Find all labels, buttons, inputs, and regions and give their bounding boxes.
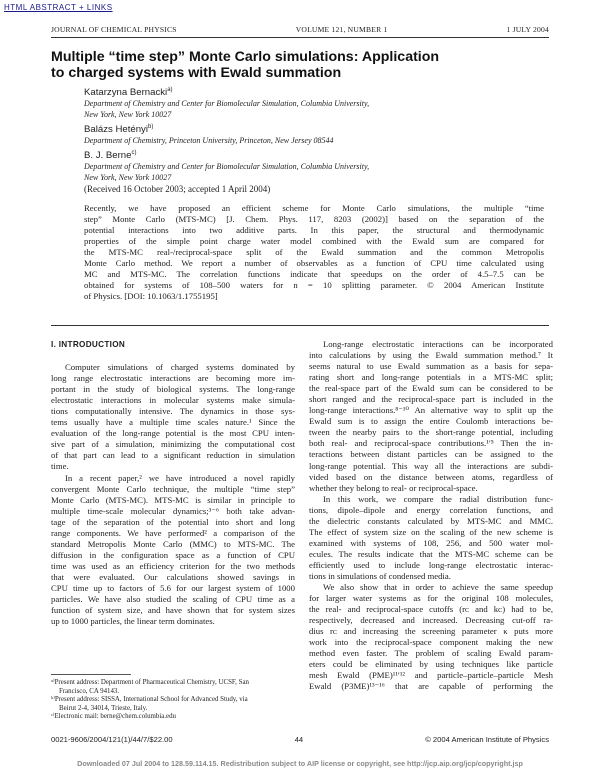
- body-line: tems usually have a multiple time scales nature.¹ Since the: [51, 417, 295, 428]
- body-line: tage of the separation of the potential into short and long: [51, 516, 295, 527]
- abstract-rule: [51, 325, 549, 326]
- author-name: B. J. Berne$^{c)}$: [84, 150, 137, 161]
- section-heading: I. INTRODUCTION: [51, 340, 126, 349]
- abstract-line: obtained for systems of 108–500 waters for n = 10 splitting parameter. © 2004 American Institute: [84, 280, 544, 290]
- author-affiliation: Department of Chemistry, Princeton University, Princeton, New Jersey 08544: [84, 136, 334, 145]
- author-name: Katarzyna Bernacki$^{a)}$: [84, 87, 173, 98]
- body-line: tions, dipole–dipole and energy correlation functions, and: [309, 504, 553, 515]
- page-number: 44: [294, 735, 304, 744]
- body-line: Long-range electrostatic interactions can be incorporated: [323, 339, 553, 349]
- body-line: for larger water systems as for the original 108 molecules,: [309, 593, 553, 604]
- author-affiliation: Department of Chemistry and Center for Biomolecular Simulation, Columbia University, New York, New York 10027: [84, 99, 370, 119]
- body-line: into calculations by using the Ewald summation method.⁷ It: [309, 350, 553, 361]
- body-line: the real- and reciprocal-space cutoffs (rᴄ and kᴄ) had to be,: [309, 604, 553, 615]
- body-line: short ranged and the reciprocal-space part is included in the: [309, 394, 553, 405]
- body-line: ecules. The results indicate that the MTS-MC scheme can be: [309, 548, 553, 559]
- body-line: We also show that in order to achieve the same speedup: [323, 582, 553, 593]
- journal-date: 1 JULY 2004: [506, 25, 549, 34]
- abstract-line: Monte Carlo method. We report a number of observables as a function of CPU time calculated using: [84, 258, 544, 268]
- body-line: long-range interactions.⁸⁻¹⁰ An alternative way to split up the: [309, 405, 553, 416]
- abstract: [84, 203, 544, 302]
- body-line: whether they belong to real- or reciprocal-space.: [309, 482, 478, 493]
- body-line: Ewald sum is to assign the entire Coulomb interactions be-: [309, 416, 553, 427]
- page-footer: [51, 735, 549, 744]
- body-line: mesh Ewald (PME)¹¹ʹ¹² and particle–particle–particle Mesh: [309, 670, 553, 681]
- body-line: time was used as an efficiency criterion for the two methods: [51, 560, 295, 571]
- footnote-rule: [51, 674, 131, 675]
- body-line: portant in the study of biological systems. The long-range: [51, 384, 295, 395]
- body-line: long-range potential. This way all the interactions are subdi-: [309, 460, 553, 471]
- body-line: examined with systems of 108, 256, and 500 water mol-: [309, 537, 553, 548]
- body-line: up to 1000 particles, the linear term dominates.: [51, 616, 215, 627]
- abstract-line: properties of the simple point charge water model combined with the Ewald sum are compared for: [84, 236, 544, 246]
- body-line: both real- and reciprocal-space contributions.¹ʹ⁵ Then the in-: [309, 438, 553, 449]
- body-line: convergent Monte Carlo technique, the multiple “time step”: [51, 483, 295, 494]
- body-line: The effect of system size on the scaling of the new scheme is: [309, 526, 553, 537]
- author-affiliation: Department of Chemistry and Center for Biomolecular Simulation, Columbia University, New York, New York 10027: [84, 162, 370, 182]
- title-line: to charged systems with Ewald summation: [51, 65, 342, 81]
- body-line: respectively, decreased and increased. Decreasing cut-off ra-: [309, 615, 553, 626]
- body-line: that were evaluated. Our calculations showed savings in: [51, 571, 295, 582]
- body-line: dius rᴄ and increasing the screening parameter κ puts more: [309, 626, 553, 637]
- author-name: Balázs Hetényi$^{b)}$: [84, 124, 154, 135]
- footnote-line: ᵇ⁾Present address: SISSA, International School for Advanced Study, via: [51, 696, 248, 704]
- body-line: In this work, we compare the radial distribution func-: [323, 493, 553, 504]
- footnote-line: Francisco, CA 94143.: [59, 687, 120, 695]
- body-line: vided based on the distance between atoms, regardless of: [309, 471, 553, 482]
- body-line: diffusion in the configuration space as a function of CPU: [51, 549, 295, 560]
- body-line: the real-space part of the Ewald sum can be considered to be: [309, 383, 553, 394]
- left-column: [51, 339, 295, 627]
- abstract-line: of Physics. [DOI: 10.1063/1.1755195]: [84, 291, 218, 301]
- body-line: In a recent paper,² we have introduced a novel rapidly: [65, 472, 295, 483]
- footnote-line: Beirut 2-4, 34014, Trieste, Italy.: [59, 704, 148, 712]
- body-line: long range electrostatic interactions are becoming more im-: [51, 373, 295, 384]
- header-rule: [51, 37, 549, 38]
- download-notice: Downloaded 07 Jul 2004 to 128.59.114.15. Redistribution subject to AIP license or copyright, see http://jcp.aip.org/jcp/copyright.jsp: [77, 759, 523, 768]
- body-line: Ewald (P3ME)¹³⁻¹⁶ that are capable of performing the: [309, 681, 553, 692]
- abstract-line: the MTS-MC real-/reciprocal-space split of the Ewald summation and the common Metropolis: [84, 247, 544, 257]
- body-line: time.: [51, 461, 69, 472]
- body-line: tween the nearby pairs to the short-range potential, including: [309, 427, 553, 438]
- journal-volume: VOLUME 121, NUMBER 1: [295, 25, 388, 34]
- copyright: © 2004 American Institute of Physics: [425, 735, 549, 744]
- journal-header: [51, 25, 549, 37]
- footnote-line: ᵃ⁾Present address: Department of Pharmaceutical Chemistry, UCSF, San: [51, 679, 249, 686]
- received-dates: (Received 16 October 2003; accepted 1 April 2004): [84, 184, 271, 194]
- body-line: particles. We have also studied the scaling of CPU time as a: [51, 594, 295, 605]
- body-line: efficiently used to include long-range electrostatic interac-: [309, 559, 553, 570]
- body-line: seems natural to use Ewald summation as a basis for sepa-: [309, 361, 553, 372]
- body-line: multiple time-scale molecular dynamics;³⁻⁶ both take advan-: [51, 505, 295, 516]
- body-line: method even faster. The problem of scaling Ewald param-: [309, 648, 553, 659]
- body-line: evaluation of the long-range potential is the most CPU inten-: [51, 428, 295, 439]
- body-line: Computer simulations of charged systems dominated by: [65, 362, 295, 373]
- body-line: sive part of a simulation, minimizing the computational cost: [51, 439, 295, 450]
- title-line: Multiple “time step” Monte Carlo simulations: Application: [51, 49, 440, 65]
- paper-title: [51, 49, 571, 81]
- abstract-line: step” Monte Carlo (MTS-MC) [J. Chem. Phys. 117, 8203 (2002)] based on the separation of the: [84, 214, 544, 224]
- body-line: Monte Carlo (MTS-MC). MTS-MC is similar in principle to: [51, 494, 295, 505]
- abstract-line: potential interactions into two additive parts. In this paper, the structural and thermodynamic: [84, 225, 544, 235]
- body-line: electrostatic interactions in molecular systems make simula-: [51, 395, 295, 406]
- body-line: teractions between distant particles can be assigned to the: [309, 449, 553, 460]
- body-line: standard Metropolis Monte Carlo (MMC) to MTS-MC. The: [51, 538, 295, 549]
- body-line: tions in simulations of condensed media.: [309, 570, 451, 581]
- journal-name: JOURNAL OF CHEMICAL PHYSICS: [51, 25, 177, 34]
- article-code: 0021-9606/2004/121(1)/44/7/$22.00: [51, 735, 173, 744]
- html-abstract-links[interactable]: HTML ABSTRACT + LINKS: [4, 3, 113, 12]
- abstract-line: Recently, we have proposed an efficient scheme for Monte Carlo simulations, the multiple “time: [84, 203, 544, 213]
- body-line: rating short and long-range potentials in a MTS-MC split;: [309, 372, 553, 383]
- body-line: tions computationally intensive. The dynamics in those sys-: [51, 406, 295, 417]
- body-line: the dielectric constants calculated by MTS-MC and MMC.: [309, 515, 553, 526]
- body-line: CPU time up to factors of 5.6 for our largest system of 1000: [51, 582, 295, 593]
- abstract-line: MC and MTS-MC. The correlation functions indicate that speedups on the order of 4.5–7.5 can be: [84, 269, 544, 279]
- footnotes: [51, 674, 295, 722]
- body-line: of that part can lead to a significant reduction in simulation: [51, 450, 295, 461]
- body-line: eters could be eliminated by using techniques like particle: [309, 659, 553, 670]
- footnote-line: ᶜ⁾Electronic mail: berne@chem.columbia.edu: [51, 713, 176, 721]
- body-line: work into the reciprocal-space component making the new: [309, 637, 553, 648]
- right-column: [309, 339, 553, 693]
- body-line: function of system size, and have shown that for system sizes: [51, 605, 295, 616]
- body-line: range components. We have performed² a comparison of the: [51, 527, 295, 538]
